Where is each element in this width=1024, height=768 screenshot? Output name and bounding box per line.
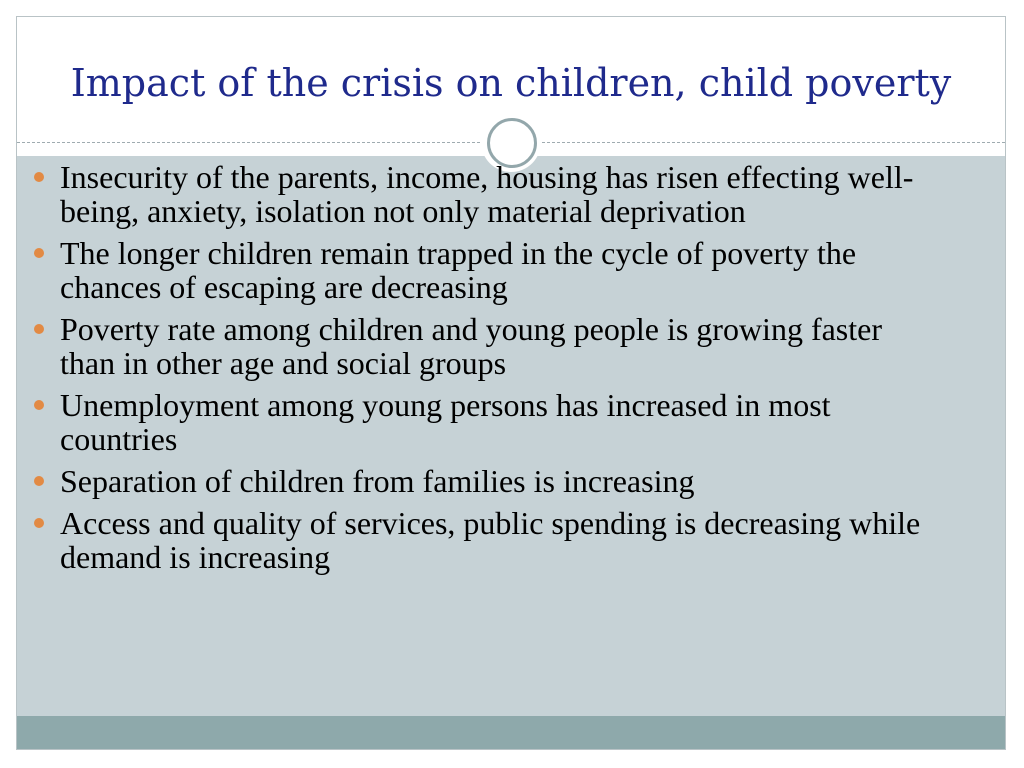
bullet-list [34,160,944,582]
bullet-dot-icon [34,476,44,486]
slide-title: Impact of the crisis on children, child poverty [70,61,952,105]
bullet-text: Access and quality of services, public spending is decreasing while demand is increasing [60,505,921,575]
bullet-dot-icon [34,172,44,182]
bullet-item [34,506,944,574]
bullet-item [34,236,944,304]
bullet-text: Separation of children from families is increasing [60,463,695,499]
bullet-dot-icon [34,248,44,258]
bullet-text: Poverty rate among children and young people is growing faster than in other age and social groups [60,311,882,381]
bullet-item [34,312,944,380]
bullet-text: Insecurity of the parents, income, housing has risen effecting well-being, anxiety, isolation not only material deprivation [60,159,914,229]
bullet-item [34,160,944,228]
bullet-text: Unemployment among young persons has increased in most countries [60,387,831,457]
bullet-dot-icon [34,400,44,410]
bullet-item [34,464,944,498]
bullet-item [34,388,944,456]
bullet-dot-icon [34,324,44,334]
bullet-dot-icon [34,518,44,528]
footer-band [17,716,1005,750]
bullet-text: The longer children remain trapped in the cycle of poverty the chances of escaping are decreasing [60,235,857,305]
